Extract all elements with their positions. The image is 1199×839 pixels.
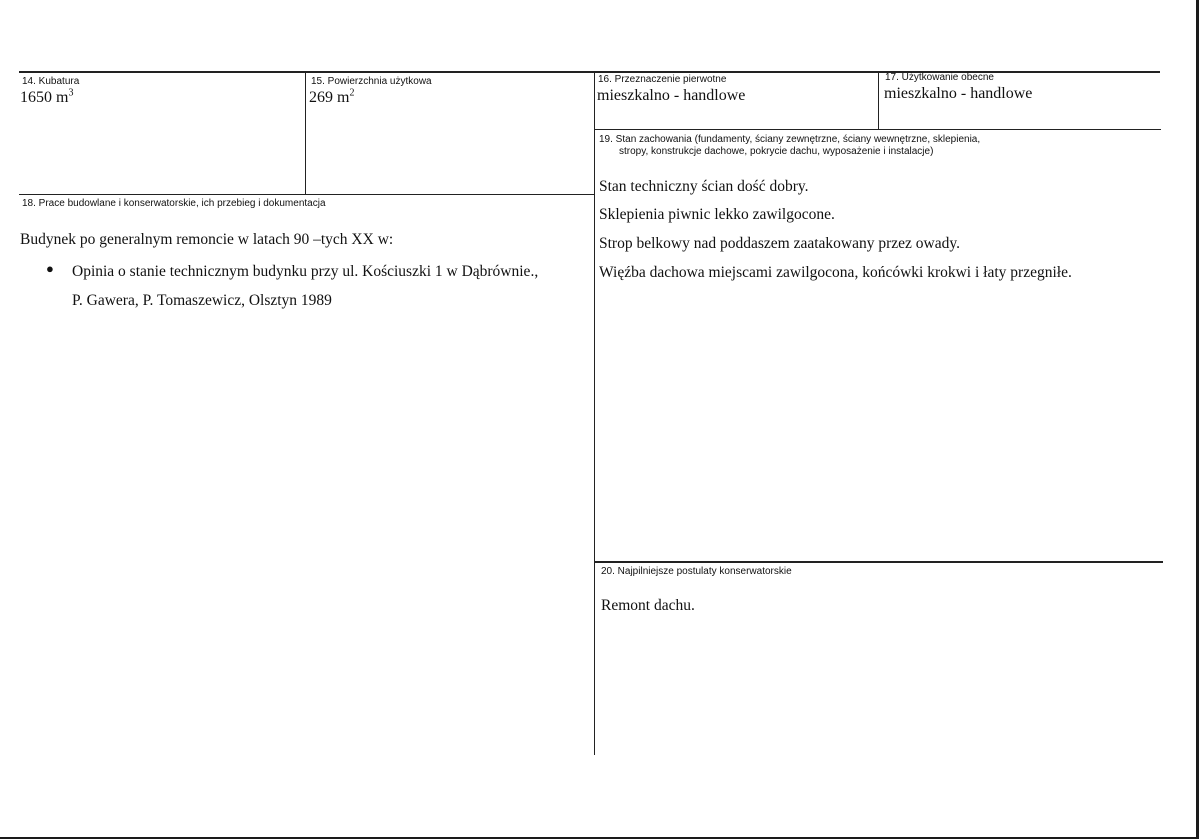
divider-14-15 [305, 72, 306, 195]
bullet-icon: ● [46, 261, 54, 276]
field-14-value-text: 1650 m [20, 89, 69, 106]
field-17-label: 17. Użytkowanie obecne [885, 72, 994, 83]
rule-above-18 [19, 194, 595, 195]
divider-16-17 [878, 72, 879, 130]
list-item-line2: P. Gawera, P. Tomaszewicz, Olsztyn 1989 [72, 292, 332, 309]
field-14-unit-exponent: 3 [68, 87, 74, 99]
list-item-line1: Opinia o stanie technicznym budynku przy ul. Kościuszki 1 w Dąbrównie., [72, 263, 539, 280]
field-16-value: mieszkalno - handlowe [597, 87, 746, 104]
field-15-value-text: 269 m [309, 89, 350, 106]
field-19-label: 19. Stan zachowania (fundamenty, ściany zewnętrzne, ściany wewnętrzne, sklepienia, [599, 134, 981, 145]
field-17-value: mieszkalno - handlowe [884, 85, 1033, 102]
main-vertical-divider [594, 72, 595, 755]
field-15-unit-exponent: 2 [349, 87, 355, 99]
field-19-label-continued: stropy, konstrukcje dachowe, pokrycie dachu, wyposażenie i instalacje) [619, 146, 934, 157]
field-18-intro: Budynek po generalnym remoncie w latach 90 –tych XX w: [20, 231, 394, 248]
list-item [46, 257, 538, 315]
field-18-label: 18. Prace budowlane i konserwatorskie, ich przebieg i dokumentacja [22, 198, 326, 209]
field-19-line: Więźba dachowa miejscami zawilgocona, końcówki krokwi i łaty przegniłe. [599, 264, 1072, 281]
field-19-line: Sklepienia piwnic lekko zawilgocone. [599, 206, 835, 223]
rule-above-20 [595, 561, 1163, 563]
field-19-line: Strop belkowy nad poddaszem zaatakowany przez owady. [599, 235, 960, 252]
field-20-label: 20. Najpilniejsze postulaty konserwatorskie [601, 566, 792, 577]
field-18-bullet-list [46, 257, 538, 315]
field-15-value [309, 89, 354, 107]
rule-above-19 [595, 129, 1161, 130]
field-14-value [20, 89, 73, 107]
field-14-label: 14. Kubatura [22, 76, 80, 87]
field-20-value: Remont dachu. [601, 597, 695, 614]
field-16-label: 16. Przeznaczenie pierwotne [598, 74, 727, 85]
field-19-line: Stan techniczny ścian dość dobry. [599, 178, 809, 195]
field-15-label: 15. Powierzchnia użytkowa [311, 76, 432, 87]
